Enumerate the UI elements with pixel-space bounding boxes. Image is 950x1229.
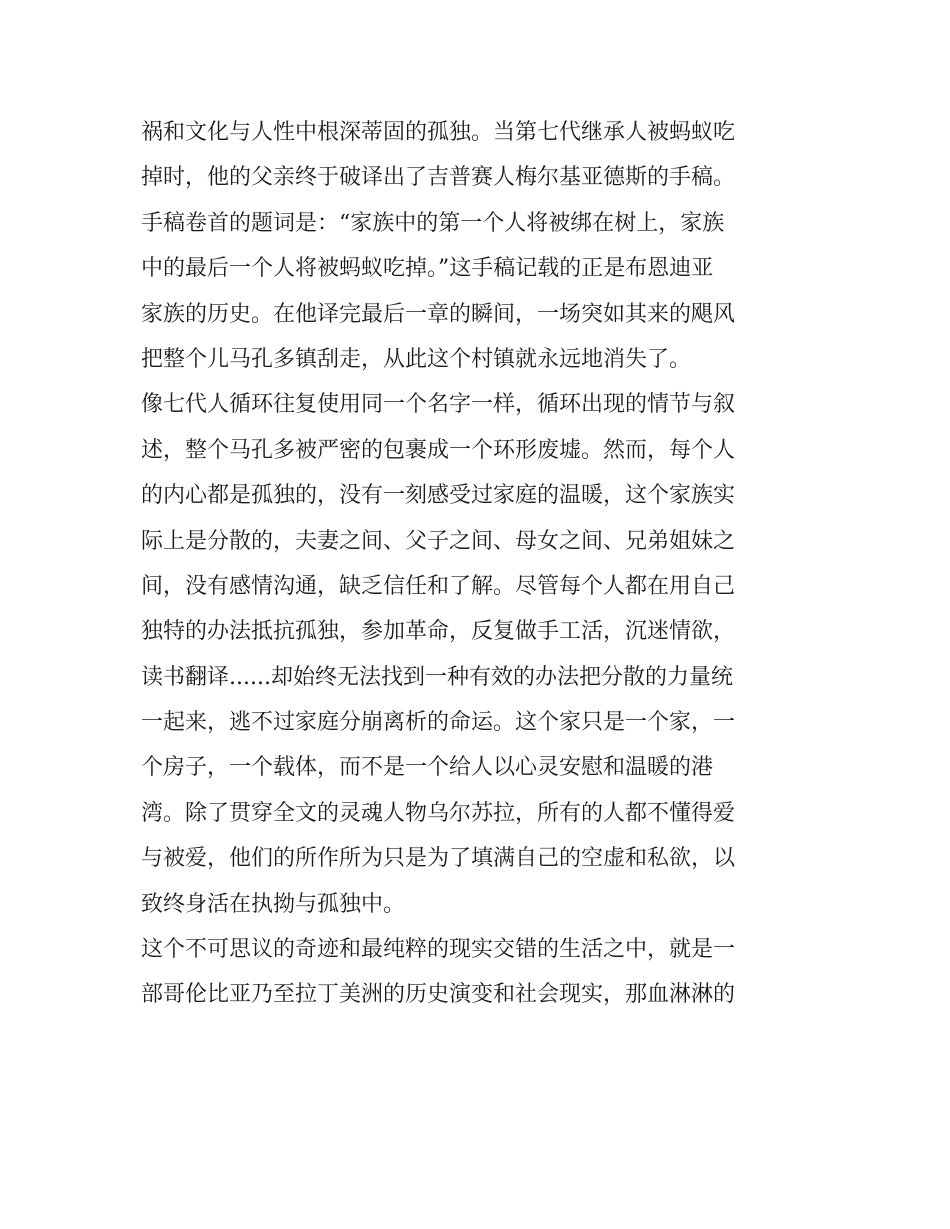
text-line: 掉时，他的父亲终于破译出了吉普赛人梅尔基亚德斯的手稿。 <box>141 165 736 191</box>
text-line: 致终身活在执拗与孤独中。 <box>141 891 406 917</box>
text-line: 独特的办法抵抗孤独，参加革命，反复做手工活，沉迷情欲， <box>141 619 736 645</box>
text-line: 个房子，一个载体，而不是一个给人以心灵安慰和温暖的港 <box>141 755 714 781</box>
text-line: 述，整个马孔多被严密的包裹成一个环形废墟。然而，每个人 <box>141 437 736 463</box>
text-line: 读书翻译......却始终无法找到一种有效的办法把分散的力量统 <box>141 664 733 690</box>
text-line: 部哥伦比亚乃至拉丁美洲的历史演变和社会现实，那血淋淋的 <box>141 982 736 1008</box>
text-line: 与被爱，他们的所作所为只是为了填满自己的空虚和私欲，以 <box>141 846 736 872</box>
text-line: 家族的历史。在他译完最后一章的瞬间，一场突如其来的飓风 <box>141 301 736 327</box>
text-line: 湾。除了贯穿全文的灵魂人物乌尔苏拉，所有的人都不懂得爱 <box>141 800 736 826</box>
text-line: 这个不可思议的奇迹和最纯粹的现实交错的生活之中，就是一 <box>141 937 736 963</box>
text-line: 祸和文化与人性中根深蒂固的孤独。当第七代继承人被蚂蚁吃 <box>141 120 736 145</box>
body-text <box>141 110 821 1018</box>
text-line: 间，没有感情沟通，缺乏信任和了解。尽管每个人都在用自己 <box>141 573 736 599</box>
text-line: 手稿卷首的题词是：“家族中的第一个人将被绑在树上，家族 <box>141 210 725 236</box>
text-line: 把整个儿马孔多镇刮走，从此这个村镇就永远地消失了。 <box>141 346 692 372</box>
text-line: 际上是分散的，夫妻之间、父子之间、母女之间、兄弟姐妹之 <box>141 528 736 554</box>
text-line: 的内心都是孤独的，没有一刻感受过家庭的温暖，这个家族实 <box>141 483 736 509</box>
text-line: 像七代人循环往复使用同一个名字一样，循环出现的情节与叙 <box>141 392 736 418</box>
text-line: 中的最后一个人将被蚂蚁吃掉。”这手稿记载的正是布恩迪亚 <box>141 256 714 282</box>
text-line: 一起来，逃不过家庭分崩离析的命运。这个家只是一个家，一 <box>141 710 736 736</box>
